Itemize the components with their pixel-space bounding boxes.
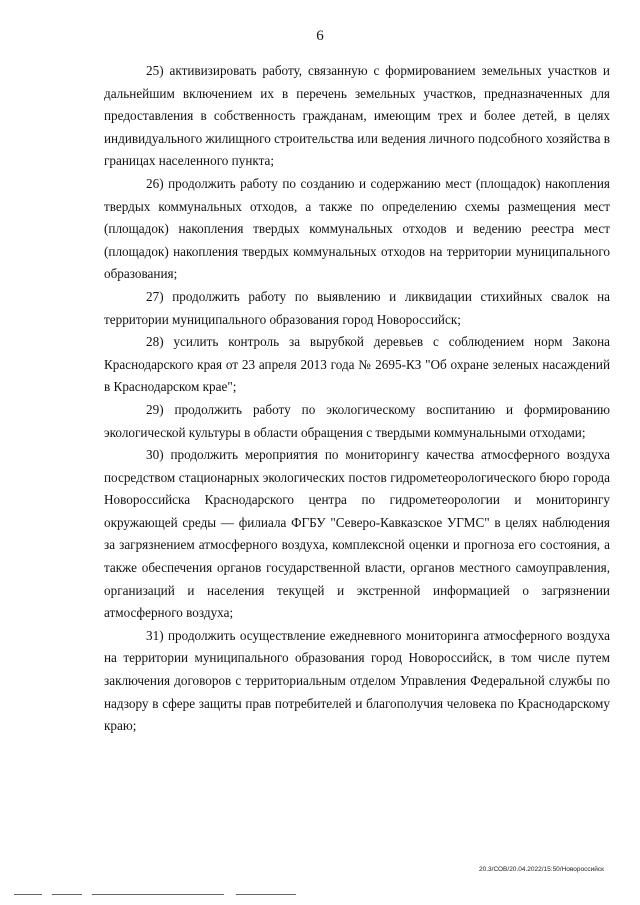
paragraph-25: 25) активизировать работу, связанную с формированием земельных участков и дальнейшим включением их в перечень земельных участков, предназначенных для предоставления в собственность гражданам, имеющим трех и более детей, в целях индивидуального жилищного строительства или ведения личного подсобного хозяйства в границах населенного пункта; (104, 63, 610, 169)
page-number: 6 (316, 28, 324, 44)
document-body (104, 60, 610, 738)
paragraph-31: 31) продолжить осуществление ежедневного мониторинга атмосферного воздуха на территории муниципального образования город Новороссийск, в том числе путем заключения договоров с территориальным отделом Управления Федеральной службы по надзору в сфере защиты прав потребителей и благополучия человека по Краснодарскому краю; (104, 627, 610, 734)
paragraph-27: 27) продолжить работу по выявлению и ликвидации стихийных свалок на территории муниципального образования город Новороссийск; (104, 288, 610, 327)
bottom-rule-segment (92, 894, 224, 895)
bottom-rule-segment (14, 894, 42, 895)
bottom-rule-segment (236, 894, 296, 895)
paragraph-26: 26) продолжить работу по созданию и содержанию мест (площадок) накопления твердых коммунальных отходов, а также по определению схемы размещения мест (площадок) накопления твердых коммунальных отходов и ведению реестра мест (площадок) накопления твердых коммунальных отходов на территории муниципального образования; (104, 175, 610, 282)
paragraph-29: 29) продолжить работу по экологическому воспитанию и формированию экологической культуры в области обращения с твердыми коммунальными отходами; (104, 401, 610, 440)
paragraph-30: 30) продолжить мероприятия по мониторингу качества атмосферного воздуха посредством стационарных экологических постов гидрометеорологического бюро города Новороссийска Краснодарского центра по гидрометеорологии и мониторингу окружающей среды — филиала ФГБУ "Северо-Кавказское УГМС" в целях наблюдения за загрязнением атмосферного воздуха, комплексной оценки и прогноза его состояния, а также обеспечения органов государственной власти, органов местного самоуправления, организаций и населения текущей и экстренной информацией о загрязнении атмосферного воздуха; (104, 447, 610, 621)
document-registration-code: 20.3/СОВ/20.04.2022/15:50/Новороссийск (478, 866, 604, 873)
paragraph-28: 28) усилить контроль за вырубкой деревьев с соблюдением норм Закона Краснодарского края от 23 апреля 2013 года № 2695-КЗ "Об охране зеленых насаждений в Краснодарском крае"; (104, 334, 610, 395)
bottom-rule-segment (52, 894, 82, 895)
